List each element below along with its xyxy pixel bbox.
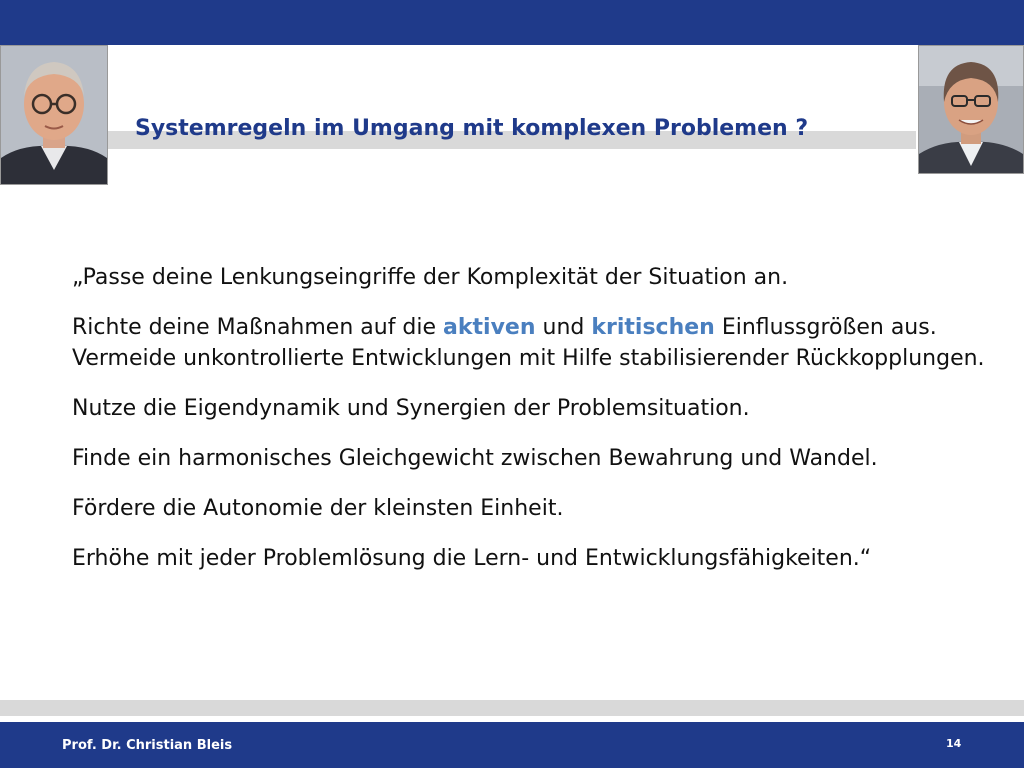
footer-gray-band [0, 700, 1024, 716]
paragraph-6: Erhöhe mit jeder Problemlösung die Lern- und Entwicklungsfähigkeiten.“ [72, 546, 872, 571]
paragraph-4: Finde ein harmonisches Gleichgewicht zwischen Bewahrung und Wandel. [72, 446, 878, 471]
paragraph-2 [72, 312, 1002, 374]
top-banner [0, 0, 1024, 45]
paragraph-2-text-start: Richte deine Maßnahmen auf die [72, 315, 444, 340]
portrait-left-image [1, 46, 107, 184]
paragraph-2-text-middle: und [535, 315, 592, 340]
accent-word-kritischen: kritischen [591, 315, 715, 340]
slide-body [72, 262, 1002, 593]
portrait-right [918, 45, 1024, 174]
slide-title: Systemregeln im Umgang mit komplexen Problemen ? [135, 116, 809, 141]
portrait-left [0, 45, 108, 185]
paragraph-2-text-end: Einflussgrößen aus. Vermeide unkontrollierte Entwicklungen mit Hilfe stabilisierender Rückkopplungen. [72, 315, 985, 371]
paragraph-5: Fördere die Autonomie der kleinsten Einheit. [72, 496, 564, 521]
paragraph-3: Nutze die Eigendynamik und Synergien der Problemsituation. [72, 396, 750, 421]
page-number: 14 [946, 737, 962, 750]
accent-word-aktiven: aktiven [443, 315, 536, 340]
paragraph-1: „Passe deine Lenkungseingriffe der Komplexität der Situation an. [72, 265, 789, 290]
footer-author: Prof. Dr. Christian Bleis [62, 738, 233, 753]
portrait-right-image [919, 46, 1023, 173]
